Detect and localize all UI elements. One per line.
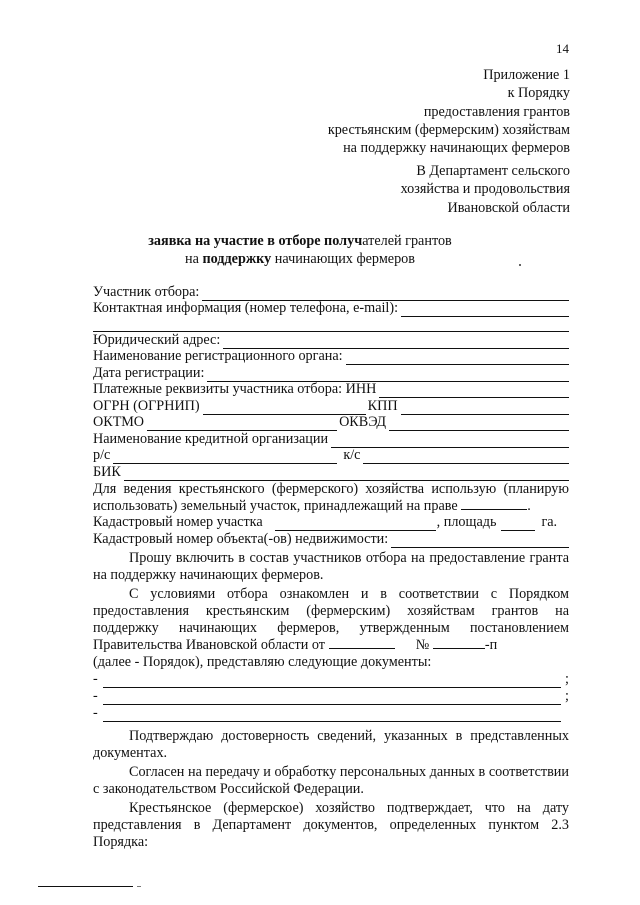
legal-address-label: Юридический адрес: <box>93 331 221 348</box>
contact-label: Контактная информация (номер телефона, e-mail): <box>93 300 399 316</box>
oktmo-okved-row <box>93 415 569 432</box>
bik-row <box>93 464 569 481</box>
legal-address-field[interactable] <box>223 336 569 349</box>
appendix-line: к Порядку <box>507 85 570 102</box>
bank-row <box>93 431 569 448</box>
agreement-text: С условиями отбора ознакомлен и в соответствии с Порядком предоставления крестьянским (фермерским) хозяйствам грантов на поддержку начинающих фермеров, утвержденным постановлением Правительства Ивановской области от <box>93 585 569 653</box>
bank-field[interactable] <box>331 435 569 448</box>
consent-paragraph: Согласен на передачу и обработку персональных данных в соответствии с законодательством Российской Федерации. <box>93 763 569 797</box>
appendix-line: Приложение 1 <box>483 67 570 83</box>
title-line2-pre: на <box>185 251 203 267</box>
addressee-line: Ивановской области <box>447 199 570 216</box>
footnote-separator <box>38 886 133 887</box>
area-unit: га. <box>541 514 558 530</box>
land-right-field[interactable] <box>461 498 527 510</box>
legal-address-row <box>93 332 569 349</box>
oktmo-label: ОКТМО <box>93 414 145 430</box>
request-paragraph: Прошу включить в состав участников отбора на предоставление гранта на поддержку начинающих фермеров. <box>93 549 569 583</box>
document-list-item <box>93 705 569 722</box>
land-usage-label: Для ведения крестьянского (фермерского) хозяйства использую (планирую использовать) земельный участок, принадлежащий на праве <box>93 480 569 514</box>
bik-label: БИК <box>93 463 121 480</box>
stray-dot <box>519 264 521 266</box>
list-semicolon: ; <box>565 687 569 704</box>
cadastral-objects-field[interactable] <box>391 535 569 548</box>
application-form <box>93 284 569 851</box>
accounts-row <box>93 448 569 465</box>
decree-suffix: -п <box>484 636 498 653</box>
contact-field[interactable] <box>401 304 569 317</box>
reg-date-row <box>93 365 569 382</box>
decree-number-sign: № <box>415 636 430 653</box>
document-field-1[interactable] <box>103 675 561 688</box>
inn-label: Платежные реквизиты участника отбора: ИНН <box>93 381 377 397</box>
cadastral-objects-row <box>93 531 569 548</box>
reg-body-label: Наименование регистрационного органа: <box>93 348 343 364</box>
title-rest-part: ателей грантов <box>362 233 452 249</box>
addressee-block <box>401 162 570 217</box>
participant-field[interactable] <box>202 288 569 301</box>
rs-field[interactable] <box>113 451 337 464</box>
area-field[interactable] <box>501 518 535 531</box>
page-number: 14 <box>556 41 569 56</box>
rs-label: р/с <box>93 447 111 463</box>
appendix-line: на поддержку начинающих фермеров <box>343 140 570 157</box>
ks-label: к/с <box>343 447 361 463</box>
cadastral-objects-label: Кадастровый номер объекта(-ов) недвижимости: <box>93 530 389 547</box>
okved-label: ОКВЭД <box>339 414 387 430</box>
kpp-field[interactable] <box>401 402 569 415</box>
cadastral-plot-row <box>93 515 569 532</box>
bik-field[interactable] <box>124 468 569 481</box>
oktmo-field[interactable] <box>147 418 337 431</box>
participant-row <box>93 284 569 301</box>
contact-field-continuation[interactable] <box>93 317 569 332</box>
farm-paragraph: Крестьянское (фермерское) хозяйство подтверждает, что на дату представления в Департамент документов, определенных пунктом 2.3 Порядка: <box>93 799 569 850</box>
list-dash: - <box>93 687 98 704</box>
addressee-line: В Департамент сельского <box>416 163 570 179</box>
area-label: , площадь <box>436 514 497 530</box>
participant-label: Участник отбора: <box>93 283 200 300</box>
list-semicolon: ; <box>565 670 569 687</box>
appendix-line: предоставления грантов <box>423 103 570 120</box>
appendix-line: крестьянским (фермерским) хозяйствам <box>327 121 570 138</box>
payment-row <box>93 382 569 399</box>
bank-label: Наименование кредитной организации <box>93 430 329 447</box>
ogrn-kpp-row <box>93 398 569 415</box>
title-bold-part: заявка на участие в отборе получ <box>148 233 363 249</box>
confirm-paragraph: Подтверждаю достоверность сведений, указанных в представленных документах. <box>93 727 569 761</box>
agreement-end: (далее - Порядок), представляю следующие документы: <box>93 653 432 670</box>
cadastral-plot-label: Кадастровый номер участка <box>93 514 263 530</box>
list-dash: - <box>93 704 98 721</box>
decree-number-field[interactable] <box>433 637 485 649</box>
ks-field[interactable] <box>363 451 569 464</box>
reg-body-row <box>93 349 569 366</box>
contact-row <box>93 301 569 318</box>
reg-body-field[interactable] <box>346 352 569 365</box>
ogrn-label: ОГРН (ОГРНИП) <box>93 397 200 414</box>
land-usage-text: Для ведения крестьянского (фермерского) хозяйства использую (планирую использовать) земельный участок, принадлежащий на праве . <box>93 480 569 514</box>
document-field-2[interactable] <box>103 692 561 705</box>
kpp-label: КПП <box>367 397 398 414</box>
okved-field[interactable] <box>389 418 569 431</box>
inn-field[interactable] <box>379 385 569 398</box>
appendix-header <box>328 66 570 157</box>
document-title <box>0 232 600 268</box>
title-line2-rest: начинающих фермеров <box>271 251 415 267</box>
document-list-item <box>93 688 569 705</box>
agreement-paragraph <box>93 586 569 654</box>
addressee-line: хозяйства и продовольствия <box>400 181 570 198</box>
cadastral-plot-field[interactable] <box>275 518 436 531</box>
ogrn-field[interactable] <box>203 402 366 415</box>
reg-date-field[interactable] <box>207 369 569 382</box>
document-field-3[interactable] <box>103 709 561 722</box>
reg-date-label: Дата регистрации: <box>93 364 205 381</box>
decree-date-field[interactable] <box>329 637 395 649</box>
document-list-item <box>93 671 569 688</box>
list-dash: - <box>93 670 98 687</box>
title-line2-bold: поддержку <box>202 251 272 267</box>
